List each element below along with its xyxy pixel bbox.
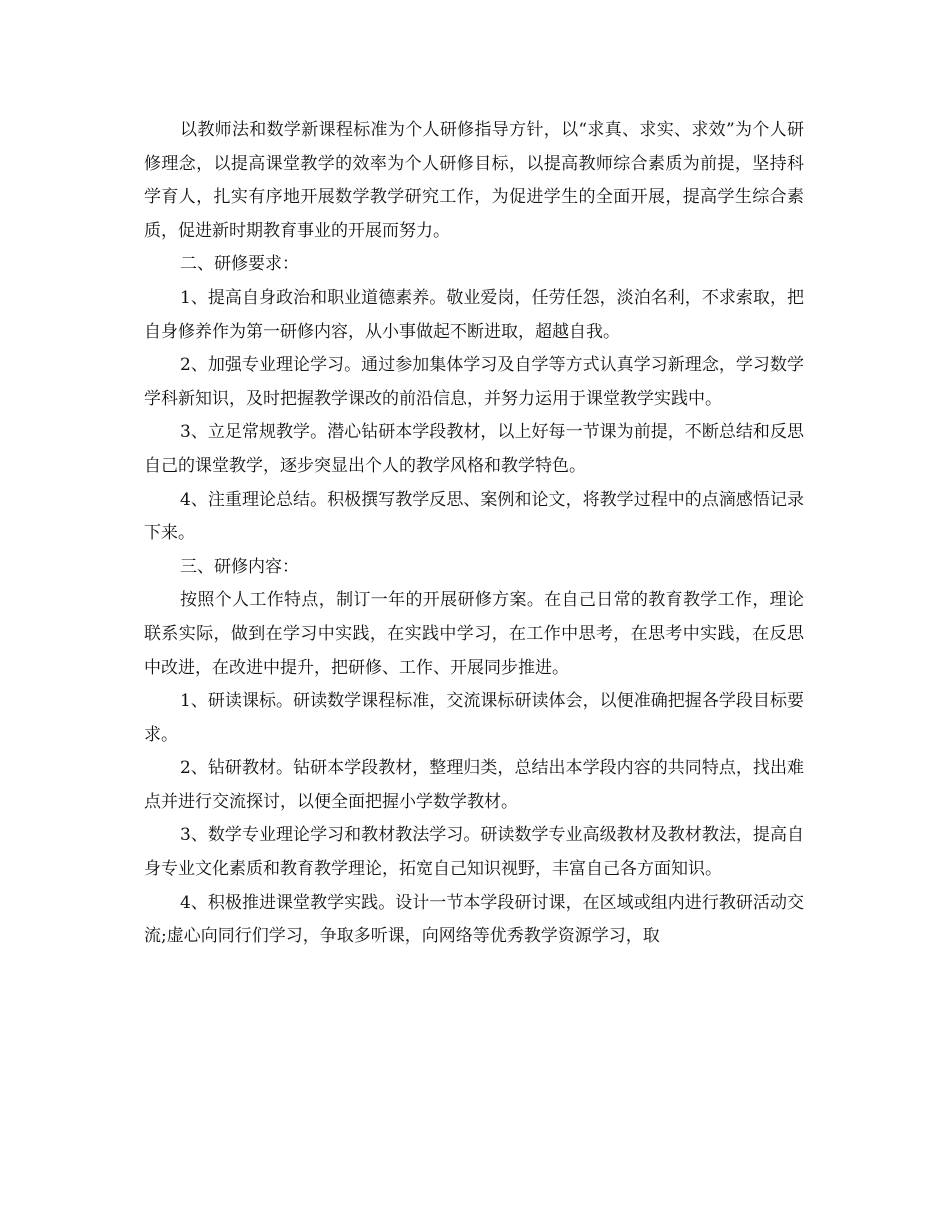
paragraph-content-4: 4、积极推进课堂教学实践。设计一节本学段研讨课，在区域或组内进行教研活动交流;虚心向同行们学习，争取多听课，向网络等优秀教学资源学习，取 [144,892,804,947]
paragraph-content-2: 2、钻研教材。钻研本学段教材，整理归类，总结出本学段内容的共同特点，找出难点并进行交流探讨，以便全面把握小学数学教材。 [144,758,804,812]
document-body [144,114,804,954]
paragraph-guiding-principle: 以教师法和数学新课程标准为个人研修指导方针，以“求真、求实、求效”为个人研修理念，以提高课堂教学的效率为个人研修目标，以提高教师综合素质为前提，坚持科学育人，扎实有序地开展数学教学研究工作，为促进学生的全面开展，提高学生综合素质，促进新时期教育事业的开展而努力。 [144,120,804,241]
paragraph-content-intro: 按照个人工作特点，制订一年的开展研修方案。在自己日常的教育教学工作，理论联系实际，做到在学习中实践，在实践中学习，在工作中思考，在思考中实践，在反思中改进，在改进中提升，把研修、工作、开展同步推进。 [144,590,804,678]
paragraph-requirement-1: 1、提高自身政治和职业道德素养。敬业爱岗，任劳任怨，淡泊名利，不求索取，把自身修养作为第一研修内容，从小事做起不断进取，超越自我。 [144,287,804,342]
paragraph-content-3: 3、数学专业理论学习和教材教法学习。研读数学专业高级教材及教材教法，提高自身专业文化素质和教育教学理论，拓宽自己知识视野，丰富自己各方面知识。 [144,825,804,880]
paragraph-requirement-3: 3、立足常规教学。潜心钻研本学段教材，以上好每一节课为前提，不断总结和反思自己的课堂教学，逐步突显出个人的教学风格和教学特色。 [144,422,804,476]
paragraph-requirement-2: 2、加强专业理论学习。通过参加集体学习及自学等方式认真学习新理念，学习数学学科新知识，及时把握教学课改的前沿信息，并努力运用于课堂教学实践中。 [144,355,804,409]
paragraph-content-1: 1、研读课标。研读数学课程标准，交流课标研读体会，以便准确把握各学段目标要求。 [144,691,804,745]
section-heading-content: 三、研修内容： [180,556,299,577]
section-heading-requirements: 二、研修要求： [180,254,299,275]
paragraph-requirement-4: 4、注重理论总结。积极撰写教学反思、案例和论文，将教学过程中的点滴感悟记录下来。 [144,489,804,544]
